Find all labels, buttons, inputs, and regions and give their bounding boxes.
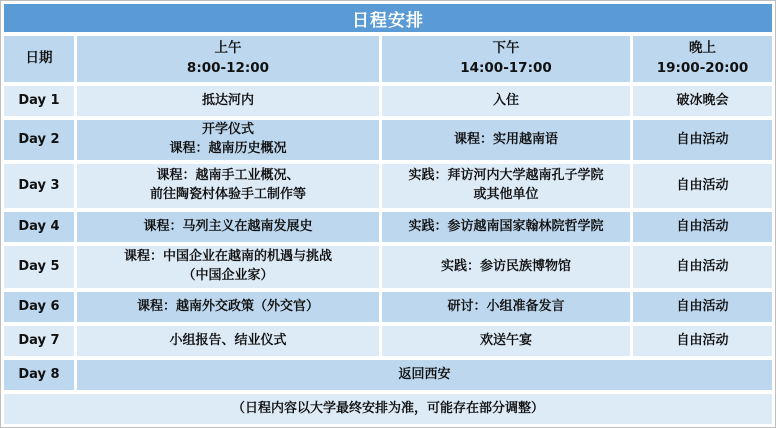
cell-day2-morning: 开学仪式 课程：越南历史概况 [77, 120, 379, 160]
cell-day6-morning: 课程：越南外交政策（外交官） [77, 292, 379, 322]
column-header-evening [633, 36, 772, 82]
column-header-date [4, 36, 74, 82]
column-header-evening-label: 晚上 [689, 40, 716, 57]
cell-day6-afternoon: 研讨：小组准备发言 [382, 292, 630, 322]
cell-day4-afternoon: 实践：参访越南国家翰林院哲学院 [382, 212, 630, 242]
cell-day7-morning: 小组报告、结业仪式 [77, 326, 379, 356]
cell-day5-morning: 课程：中国企业在越南的机遇与挑战 （中国企业家） [77, 246, 379, 288]
cell-day1-afternoon: 入住 [382, 86, 630, 116]
footer-note: （日程内容以大学最终安排为准，可能存在部分调整） [4, 394, 772, 424]
cell-day7-label: Day 7 [4, 326, 74, 356]
cell-day4-evening: 自由活动 [633, 212, 772, 242]
page-title: 日程安排 [352, 10, 424, 31]
cell-day3-morning: 课程：越南手工业概况、 前往陶瓷村体验手工制作等 [77, 164, 379, 208]
cell-day4-morning: 课程：马列主义在越南发展史 [77, 212, 379, 242]
column-header-afternoon [382, 36, 630, 82]
cell-day2-label: Day 2 [4, 120, 74, 160]
cell-day7-evening: 自由活动 [633, 326, 772, 356]
schedule-grid [4, 36, 772, 424]
cell-day5-afternoon: 实践：参访民族博物馆 [382, 246, 630, 288]
cell-day4-label: Day 4 [4, 212, 74, 242]
cell-day1-morning: 抵达河内 [77, 86, 379, 116]
cell-day8-full-day: 返回西安 [77, 360, 772, 390]
cell-day6-label: Day 6 [4, 292, 74, 322]
cell-day3-evening: 自由活动 [633, 164, 772, 208]
column-header-evening-time: 19:00-20:00 [656, 60, 749, 76]
cell-day3-label: Day 3 [4, 164, 74, 208]
cell-day3-afternoon: 实践：拜访河内大学越南孔子学院 或其他单位 [382, 164, 630, 208]
column-header-morning [77, 36, 379, 82]
cell-day1-label: Day 1 [4, 86, 74, 116]
cell-day6-evening: 自由活动 [633, 292, 772, 322]
cell-day5-evening: 自由活动 [633, 246, 772, 288]
cell-day2-afternoon: 课程：实用越南语 [382, 120, 630, 160]
column-header-afternoon-time: 14:00-17:00 [460, 60, 552, 76]
column-header-morning-time: 8:00-12:00 [186, 60, 270, 76]
cell-day8-label: Day 8 [4, 360, 74, 390]
column-header-afternoon-label: 下午 [492, 40, 520, 57]
cell-day2-evening: 自由活动 [633, 120, 772, 160]
cell-day7-afternoon: 欢送午宴 [382, 326, 630, 356]
cell-day1-evening: 破冰晚会 [633, 86, 772, 116]
table-title-bar [4, 4, 772, 32]
cell-day5-label: Day 5 [4, 246, 74, 288]
column-header-morning-label: 上午 [214, 40, 242, 57]
column-header-date-label: 日期 [25, 50, 53, 67]
